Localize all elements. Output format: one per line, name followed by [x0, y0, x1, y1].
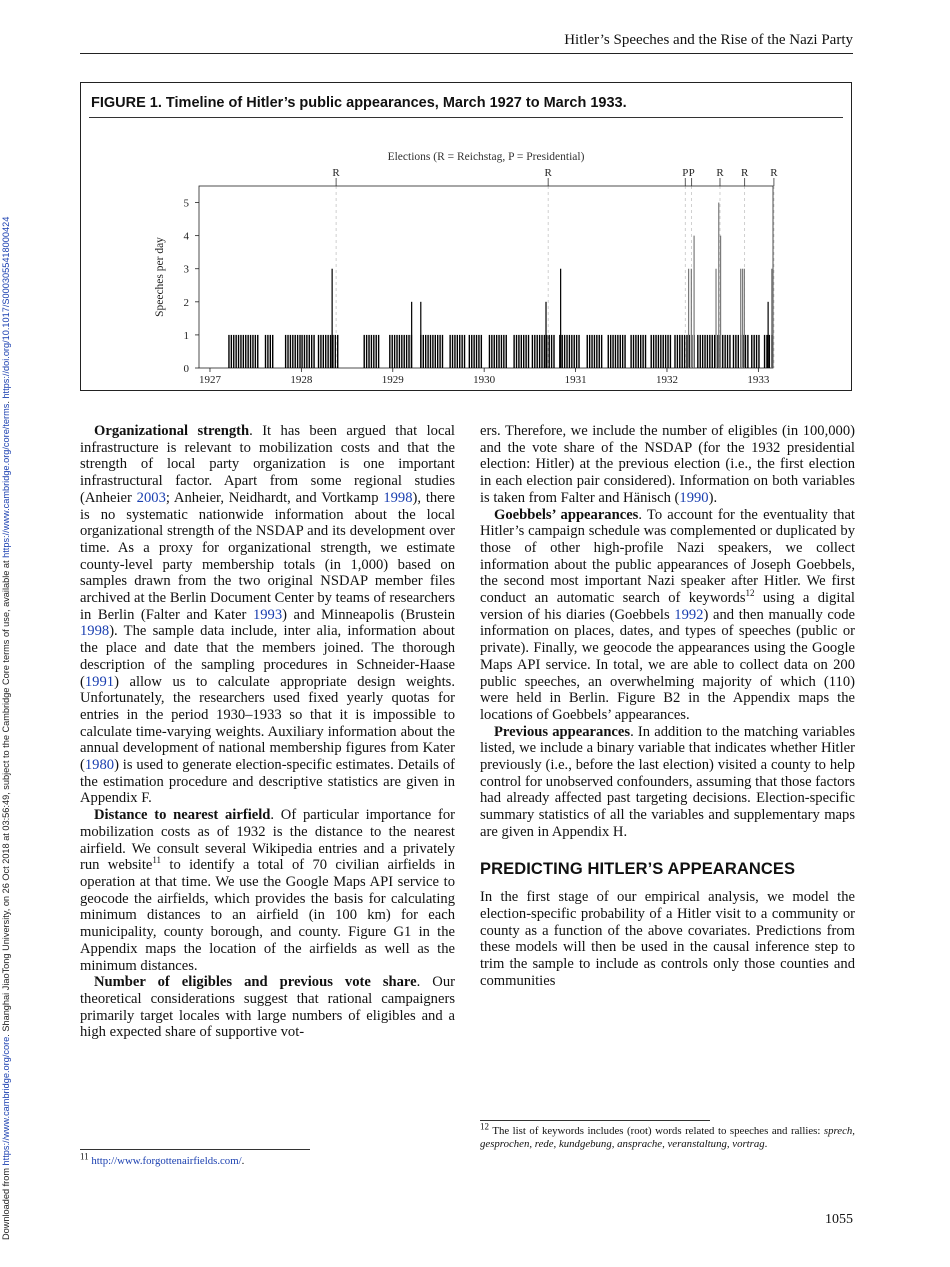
speech-spike — [744, 269, 745, 368]
left-column — [80, 423, 455, 1041]
timeline-chart — [81, 83, 853, 392]
text-run: . It has been argued that local infrastructure is relevant to mobilization costs and that the strength of local party organization is one important infrastructural factor. Apart from some regional studies (Anheier — [80, 423, 455, 506]
speech-bar — [297, 335, 298, 368]
speech-bar — [729, 335, 730, 368]
election-label: P — [688, 167, 695, 179]
speech-bar — [423, 335, 424, 368]
speech-bar — [638, 335, 639, 368]
speech-bar — [769, 335, 770, 368]
download-notice — [1, 100, 15, 1250]
speech-bar — [624, 335, 625, 368]
speech-bar — [265, 335, 266, 368]
speech-spike — [332, 269, 333, 368]
header-rule — [80, 53, 853, 54]
figure-caption: FIGURE 1. Timeline of Hitler’s public appearances, March 1927 to March 1933. — [91, 95, 627, 111]
footnote-rule-right — [480, 1120, 710, 1121]
text-run: In the first stage of our empirical analysis, we model the election-specific probability of a Hitler visit to a community or county as a function of the above covariates. Predictions from these models will then be used in the causal inference step to trim the sample to include as controls only those counties and communities — [480, 889, 855, 989]
citation-link[interactable]: 1998 — [383, 489, 413, 506]
speech-bar — [325, 335, 326, 368]
running-head: Hitler’s Speeches and the Rise of the Nazi Party — [564, 32, 853, 48]
speech-bar — [594, 335, 595, 368]
speech-bar — [247, 335, 248, 368]
run-heading: Goebbels’ appearances — [494, 506, 639, 523]
speech-bar — [439, 335, 440, 368]
speech-bar — [292, 335, 293, 368]
paragraph-previous-appearances — [480, 724, 855, 841]
speech-bar — [640, 335, 641, 368]
speech-spike — [740, 269, 741, 368]
speech-bar — [615, 335, 616, 368]
speech-bar — [491, 335, 492, 368]
speech-bar — [513, 335, 514, 368]
speech-bar — [270, 335, 271, 368]
speech-bar — [714, 335, 715, 368]
speech-spike — [771, 269, 772, 368]
speech-bar — [532, 335, 533, 368]
speech-bar — [437, 335, 438, 368]
speech-bar — [709, 335, 710, 368]
speech-bar — [523, 335, 524, 368]
citation-link[interactable]: 2003 — [136, 489, 166, 506]
y-tick-label: 0 — [183, 363, 189, 375]
election-label: R — [716, 167, 724, 179]
speech-bar — [449, 335, 450, 368]
speech-bar — [287, 335, 288, 368]
speech-bar — [569, 335, 570, 368]
text-run: ) and Minneapolis (Brustein — [282, 606, 455, 623]
speech-bar — [498, 335, 499, 368]
election-label: R — [740, 167, 749, 179]
speech-bar — [566, 335, 567, 368]
page-number: 1055 — [825, 1212, 853, 1227]
footnote-12 — [480, 1121, 855, 1151]
speech-bar — [541, 335, 542, 368]
speech-bar — [435, 335, 436, 368]
speech-bar — [245, 335, 246, 368]
speech-bar — [635, 335, 636, 368]
speech-bar — [309, 335, 310, 368]
x-tick-label: 1930 — [473, 374, 496, 386]
speech-bar — [378, 335, 379, 368]
speech-bar — [240, 335, 241, 368]
speech-bar — [756, 335, 757, 368]
speech-bar — [427, 335, 428, 368]
speech-bar — [702, 335, 703, 368]
citation-link[interactable]: 1993 — [252, 606, 283, 623]
speech-bar — [231, 335, 232, 368]
speech-bar — [704, 335, 705, 368]
x-tick-label: 1929 — [381, 374, 404, 386]
speech-spike — [742, 269, 743, 368]
election-label: R — [544, 167, 552, 179]
election-label: R — [770, 167, 778, 179]
speech-bar — [663, 335, 664, 368]
speech-bar — [430, 335, 431, 368]
speech-bar — [578, 335, 579, 368]
speech-bar — [396, 335, 397, 368]
speech-bar — [679, 335, 680, 368]
speech-bar — [364, 335, 365, 368]
speech-bar — [469, 335, 470, 368]
paragraph-predicting — [480, 889, 855, 989]
speech-bar — [571, 335, 572, 368]
speech-bar — [562, 335, 563, 368]
footnote-12-after: . — [764, 1138, 768, 1150]
speech-spike — [691, 269, 692, 368]
speech-bar — [747, 335, 748, 368]
speech-bar — [660, 335, 661, 368]
speech-spike — [768, 302, 769, 368]
speech-bar — [299, 335, 300, 368]
speech-bar — [272, 335, 273, 368]
figure-1 — [80, 82, 852, 391]
speech-bar — [408, 335, 409, 368]
section-title: PREDICTING HITLER’S APPEARANCES — [480, 859, 796, 878]
speech-bar — [318, 335, 319, 368]
y-tick-label: 3 — [183, 263, 189, 276]
speech-bar — [608, 335, 609, 368]
text-run: ers. Therefore, we include the number of eligibles (in 100,000) and the vote share of the NSDAP (for the 1932 presidential election: Hitler) at the previous election (i.e., the first election in each election pair considered). Information on both variables is taken from Falter and Hänisch ( — [480, 423, 855, 506]
speech-bar — [764, 335, 765, 368]
speech-bar — [335, 335, 336, 368]
speech-bar — [489, 335, 490, 368]
speech-bar — [670, 335, 671, 368]
footnote-ref[interactable]: 12 — [745, 588, 755, 599]
speech-bar — [677, 335, 678, 368]
speech-bar — [574, 335, 575, 368]
x-tick-label: 1928 — [290, 374, 313, 386]
speech-bar — [313, 335, 314, 368]
speech-bar — [537, 335, 538, 368]
speech-bar — [496, 335, 497, 368]
y-tick-label: 2 — [183, 296, 189, 309]
run-heading: Organizational strength — [94, 423, 250, 439]
speech-bar — [392, 335, 393, 368]
speech-spike — [545, 302, 546, 368]
speech-bar — [376, 335, 377, 368]
speech-bar — [521, 335, 522, 368]
speech-bar — [722, 335, 723, 368]
speech-bar — [697, 335, 698, 368]
chart-title: Elections (R = Reichstag, P = Presidential) — [387, 151, 585, 163]
speech-bar — [651, 335, 652, 368]
speech-bar — [452, 335, 453, 368]
y-axis-label: Speeches per day — [154, 237, 166, 317]
speech-bar — [503, 335, 504, 368]
cambridge-core-link[interactable]: https://www.cambridge.org/core — [1, 1036, 11, 1166]
footnote-11 — [80, 1151, 455, 1168]
speech-spike — [560, 269, 561, 368]
speech-bar — [389, 335, 390, 368]
speech-bar — [267, 335, 268, 368]
speech-bar — [525, 335, 526, 368]
speech-bar — [425, 335, 426, 368]
speech-bar — [461, 335, 462, 368]
text-run: ; Anheier, Neidhardt, and Vortkamp — [165, 489, 384, 506]
notice-prefix: Downloaded from — [1, 1165, 11, 1240]
speech-bar — [534, 335, 535, 368]
text-run: ). — [708, 489, 718, 506]
speech-spike — [715, 269, 716, 368]
y-tick-label: 4 — [183, 230, 189, 243]
speech-bar — [518, 335, 519, 368]
speech-bar — [320, 335, 321, 368]
citation-link[interactable]: 1998 — [80, 623, 110, 640]
speech-bar — [506, 335, 507, 368]
speech-bar — [368, 335, 369, 368]
footnote-11-after: . — [241, 1155, 245, 1167]
speech-bar — [228, 335, 229, 368]
speech-bar — [751, 335, 752, 368]
speech-bar — [233, 335, 234, 368]
speech-bar — [622, 335, 623, 368]
paragraph-eligibles-cont — [480, 423, 855, 507]
speech-bar — [432, 335, 433, 368]
speech-bar — [630, 335, 631, 368]
speech-bar — [745, 335, 746, 368]
text-run: . Of particular importance for mobilization costs as of 1932 is the distance to the nearest airfield. We consult several Wikipedia entries and a privately run website — [80, 807, 455, 874]
speech-bar — [516, 335, 517, 368]
footnote-ref[interactable]: 11 — [152, 855, 162, 866]
speech-bar — [528, 335, 529, 368]
speech-spike — [411, 302, 412, 368]
x-tick-label: 1927 — [198, 374, 221, 386]
speech-bar — [686, 335, 687, 368]
speech-spike — [688, 269, 689, 368]
speech-bar — [589, 335, 590, 368]
speech-bar — [610, 335, 611, 368]
right-column — [480, 423, 855, 990]
speech-bar — [766, 335, 767, 368]
speech-bar — [601, 335, 602, 368]
speech-bar — [394, 335, 395, 368]
speech-bar — [238, 335, 239, 368]
speech-bar — [464, 335, 465, 368]
speech-bar — [442, 335, 443, 368]
speech-bar — [478, 335, 479, 368]
speech-bar — [399, 335, 400, 368]
speech-bar — [406, 335, 407, 368]
speech-bar — [738, 335, 739, 368]
speech-bar — [366, 335, 367, 368]
election-label: R — [332, 167, 340, 179]
speech-bar — [494, 335, 495, 368]
footnote-12-keywords: sprech, gesprochen, rede, kundgebung, ansprache, veranstaltung, vortrag — [480, 1125, 855, 1150]
text-run: ) allow us to calculate appropriate design weights. Unfortunately, the researchers used fixed yearly quotas for entries in the period 1930–1933 so that it is impossible to calculate time-varying weights. Auxiliary information about the annual development of national membership figures from Kater ( — [80, 673, 455, 774]
speech-bar — [733, 335, 734, 368]
speech-bar — [667, 335, 668, 368]
speech-bar — [684, 335, 685, 368]
speech-bar — [617, 335, 618, 368]
speech-bar — [645, 335, 646, 368]
speech-bar — [404, 335, 405, 368]
speech-bar — [655, 335, 656, 368]
speech-bar — [707, 335, 708, 368]
speech-bar — [564, 335, 565, 368]
speech-bar — [501, 335, 502, 368]
paragraph-goebbels — [480, 507, 855, 724]
speech-bar — [457, 335, 458, 368]
speech-bar — [727, 335, 728, 368]
run-heading: Distance to nearest airfield — [94, 807, 271, 824]
speech-spike — [720, 236, 721, 368]
speech-bar — [700, 335, 701, 368]
footnote-12-text: The list of keywords includes (root) words related to speeches and rallies: — [489, 1125, 824, 1137]
speech-bar — [311, 335, 312, 368]
speech-bar — [551, 335, 552, 368]
speech-bar — [401, 335, 402, 368]
speech-bar — [539, 335, 540, 368]
y-tick-label: 1 — [183, 329, 189, 342]
speech-bar — [371, 335, 372, 368]
speech-bar — [301, 335, 302, 368]
speech-bar — [306, 335, 307, 368]
speech-bar — [252, 335, 253, 368]
citation-link[interactable]: 1992 — [674, 606, 704, 623]
notice-sep: . — [1, 398, 11, 404]
citation-link[interactable]: 1980 — [84, 757, 115, 774]
speech-bar — [549, 335, 550, 368]
text-run: . In addition to the matching variables listed, we include a binary variable that indicates whether Hitler previously (i.e., before the last election) visited a county to help control for unobserved confounders, assuming that those factors had already affected past targeting decisions. Election-specific summary statistics of all the variables and supplementary maps are given in Appendix H. — [480, 723, 856, 840]
speech-bar — [481, 335, 482, 368]
text-run: using a digital version of his diaries (Goebbels — [480, 590, 855, 623]
paragraph-organizational-strength — [80, 423, 455, 807]
speech-spike — [693, 236, 694, 368]
speech-bar — [454, 335, 455, 368]
speech-bar — [544, 335, 545, 368]
doi-link[interactable]: https://doi.org/10.1017/S0003055418000424 — [1, 216, 11, 399]
speech-bar — [681, 335, 682, 368]
speech-bar — [758, 335, 759, 368]
speech-bar — [735, 335, 736, 368]
notice-middle: . Shanghai JiaoTong University, on 26 Oct 2018 at 03:56:49, subject to the Cambridge Core terms of use, available at — [1, 557, 11, 1037]
speech-spike — [718, 203, 719, 368]
citation-link[interactable]: 1991 — [84, 673, 115, 690]
run-heading: Number of eligibles and previous vote share — [94, 974, 417, 991]
run-heading: Previous appearances — [494, 723, 631, 740]
speech-bar — [591, 335, 592, 368]
speech-bar — [235, 335, 236, 368]
speech-bar — [285, 335, 286, 368]
text-run: . Our theoretical considerations suggest that rational campaigners primarily target locales with large numbers of eligibles and a high expected share of supportive vot- — [80, 974, 455, 1041]
speech-bar — [337, 335, 338, 368]
footnote-rule-left — [80, 1149, 310, 1150]
footnote-11-number: 11 — [80, 1151, 89, 1162]
speech-bar — [620, 335, 621, 368]
speech-bar — [642, 335, 643, 368]
speech-bar — [330, 335, 331, 368]
x-tick-label: 1931 — [564, 374, 587, 386]
text-run: to identify a total of 70 civilian airfields in operation at that time. We use the Google Maps API service to geocode the airfields, which provides the basis for calculating minimum distances to an airfield (in 100 km) for each municipality, county borough, and county. Figure G1 in the Appendix maps the location of the airfields as well as the minimum distances. — [80, 857, 455, 974]
speech-bar — [712, 335, 713, 368]
speech-bar — [753, 335, 754, 368]
speech-bar — [653, 335, 654, 368]
speech-bar — [576, 335, 577, 368]
speech-bar — [596, 335, 597, 368]
speech-bar — [304, 335, 305, 368]
text-run: ), there is no systematic nationwide information about the local organizational strength of the NSDAP and its development over time. As a proxy for organizational strength, we estimate county-level party membership totals (in 1,000) based on samples drawn from the two original NSDAP member files archived at the Berlin Document Center by teams of researchers in Berlin (Falter and Kater — [80, 489, 455, 623]
text-run: ). The sample data include, inter alia, information about the place and date that the members joined. The thorough description of the sampling procedures in Schneider-Haase ( — [80, 623, 455, 690]
footnote-12-number: 12 — [480, 1121, 489, 1132]
text-run: ) is used to generate election-specific estimates. Details of the estimation procedure and descriptive statistics are given in Appendix F. — [80, 757, 455, 807]
speech-bar — [295, 335, 296, 368]
speech-bar — [327, 335, 328, 368]
paragraph-eligibles — [80, 974, 455, 1041]
speech-bar — [553, 335, 554, 368]
speech-bar — [658, 335, 659, 368]
text-run: ) and then manually code information on places, dates, and types of speeches (public or private). Finally, we geocode the appearances using the Google Maps API service. In total, we are able to collect data on 200 public speeches, an overwhelming majority of which (110) were held in Berlin. Figure B2 in the Appendix maps the locations of Goebbels’ appearances. — [480, 606, 855, 723]
y-tick-label: 5 — [183, 197, 189, 210]
speech-bar — [665, 335, 666, 368]
election-label: P — [682, 167, 689, 179]
speech-spike — [420, 302, 421, 368]
speech-bar — [257, 335, 258, 368]
citation-link[interactable]: 1990 — [679, 489, 709, 506]
speech-bar — [250, 335, 251, 368]
speech-bar — [674, 335, 675, 368]
speech-bar — [724, 335, 725, 368]
speech-bar — [373, 335, 374, 368]
paragraph-airfield-distance — [80, 807, 455, 974]
speech-bar — [471, 335, 472, 368]
forgotten-airfields-link[interactable]: http://www.forgottenairfields.com/ — [91, 1155, 242, 1167]
terms-link[interactable]: https://www.cambridge.org/core/terms — [1, 403, 11, 558]
speech-bar — [243, 335, 244, 368]
speech-bar — [255, 335, 256, 368]
speech-bar — [323, 335, 324, 368]
download-notice-text — [1, 217, 11, 1240]
speech-bar — [599, 335, 600, 368]
speech-bar — [459, 335, 460, 368]
x-tick-label: 1932 — [655, 374, 678, 386]
speech-bar — [476, 335, 477, 368]
x-tick-label: 1933 — [747, 374, 770, 386]
speech-bar — [612, 335, 613, 368]
speech-bar — [633, 335, 634, 368]
text-run: . To account for the eventuality that Hitler’s campaign schedule was complemented or duplicated by those of other high-profile Nazi speakers, we collect information about the public appearances of Joseph Goebbels, the second most important Nazi speaker after Hitler. We first conduct an automatic search of keywords — [480, 506, 855, 607]
speech-bar — [587, 335, 588, 368]
speech-bar — [473, 335, 474, 368]
speech-bar — [290, 335, 291, 368]
